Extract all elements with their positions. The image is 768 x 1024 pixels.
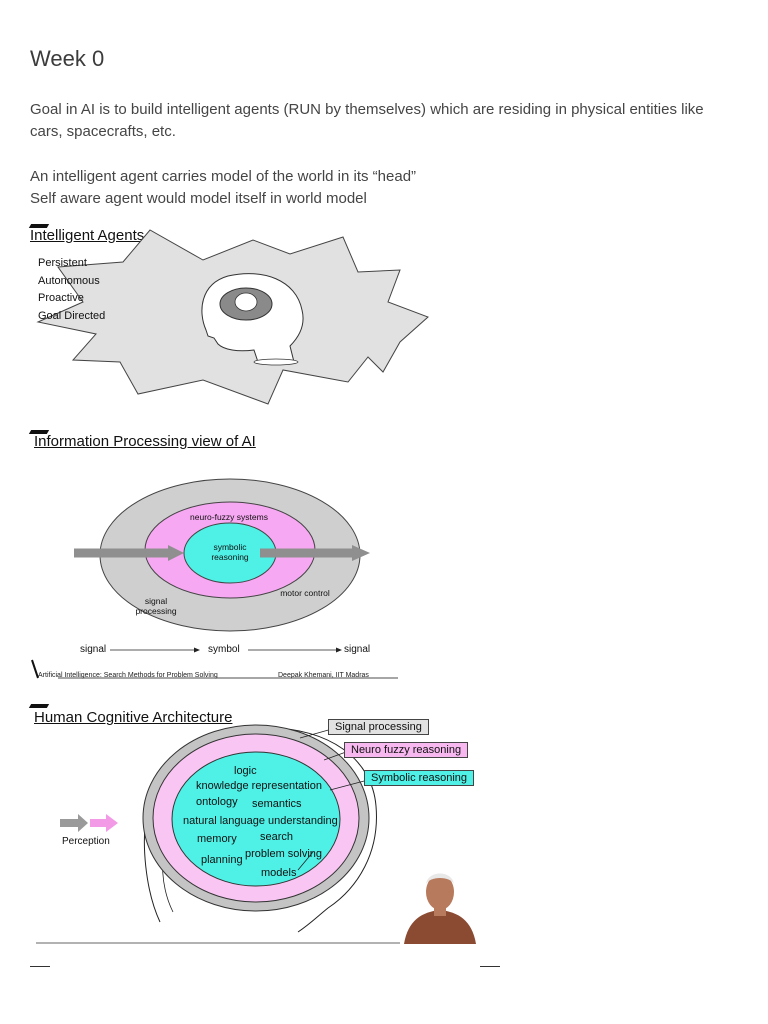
- figure-title: Human Cognitive Architecture: [34, 709, 233, 726]
- slide-footer-left: Artificial Intelligence: Search Methods for Problem Solving: [38, 672, 218, 679]
- figure-title: Intelligent Agents: [30, 227, 145, 244]
- agent-model-line: An intelligent agent carries model of the world in its “head”: [30, 168, 417, 185]
- cognitive-term: ontology: [196, 796, 238, 808]
- cognitive-term: problem solving: [245, 848, 323, 860]
- agent-trait: Autonomous: [38, 275, 100, 287]
- agent-trait: Goal Directed: [38, 310, 106, 322]
- goal-paragraph: Goal in AI is to build intelligent agents (RUN by themselves) which are residing in physical entities like cars, spacecrafts, etc.: [30, 101, 704, 140]
- page-title: Week 0: [30, 46, 105, 71]
- slide-footer-right: Deepak Khemani, IIT Madras: [278, 672, 369, 679]
- symbolic-reasoning-label: symbolic reasoning: [211, 542, 249, 562]
- cognitive-term: memory: [197, 833, 237, 845]
- agent-trait: Proactive: [38, 292, 84, 304]
- figure-information-processing: [28, 428, 408, 686]
- axis-signal-right: signal: [344, 644, 371, 655]
- symbolic-reasoning-box: Symbolic reasoning: [364, 770, 474, 786]
- self-aware-line: Self aware agent would model itself in world model: [30, 190, 367, 207]
- signal-processing-box: Signal processing: [328, 719, 429, 735]
- perception-label: Perception: [62, 836, 110, 847]
- motor-control-label: motor control: [280, 588, 330, 598]
- figure-intelligent-agents: [28, 222, 448, 412]
- agent-trait: Persistent: [38, 257, 87, 269]
- cognitive-term: knowledge representation: [196, 780, 322, 792]
- page-divider-left: [30, 966, 50, 967]
- axis-signal-left: signal: [80, 644, 107, 655]
- cognitive-term: natural language understanding: [183, 815, 338, 827]
- presenter-photo: [400, 864, 478, 944]
- figure-human-cognitive-architecture: [28, 702, 478, 952]
- cognitive-term: search: [260, 831, 294, 843]
- figure-title: Information Processing view of AI: [34, 433, 256, 450]
- cognitive-term: planning: [201, 854, 243, 866]
- axis-symbol: symbol: [208, 644, 240, 655]
- neuro-fuzzy-box: Neuro fuzzy reasoning: [344, 742, 468, 758]
- cognitive-term: logic: [234, 765, 257, 777]
- page-divider-right: [480, 966, 500, 967]
- cognitive-term: models: [261, 867, 297, 879]
- neuro-fuzzy-label: neuro-fuzzy systems: [190, 512, 268, 522]
- cognitive-term: semantics: [252, 798, 302, 810]
- signal-processing-label: signal processing: [135, 596, 177, 616]
